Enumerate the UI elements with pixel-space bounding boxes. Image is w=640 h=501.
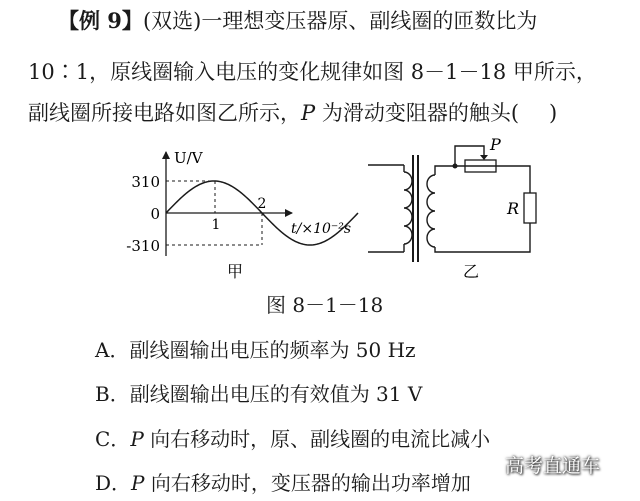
x-tick-2: 2 (257, 196, 267, 212)
answer-paren-close: ) (549, 101, 558, 125)
option-a[interactable] (95, 334, 416, 363)
watermark: 高考直通车 (505, 455, 601, 477)
junction-dot (453, 164, 458, 169)
option-d[interactable] (95, 467, 471, 496)
voltage-graph (126, 149, 358, 281)
secondary-top-wire (435, 166, 530, 193)
resistor-label: R (507, 199, 520, 218)
option-d-var: P (131, 471, 145, 495)
option-a-text: 副线圈输出电压的频率为 50 Hz (129, 338, 416, 362)
figure-caption: 图 8－1－18 (266, 293, 384, 317)
option-b-text: 副线圈输出电压的有效值为 31 V (129, 382, 423, 406)
x-axis-label: t/×10⁻²s (291, 221, 352, 237)
secondary-bottom-wire (435, 223, 530, 252)
secondary-coil (427, 175, 435, 247)
option-d-text: 向右移动时，变压器的输出功率增加 (144, 471, 471, 495)
y-axis-label: U/V (174, 149, 203, 167)
option-c-var: P (130, 427, 144, 451)
y-tick-0: 0 (150, 205, 160, 223)
question-line-2: 10∶1，原线圈输入电压的变化规律如图 8－1－18 甲所示， (28, 60, 597, 84)
option-c-text: 向右移动时，原、副线圈的电流比减小 (143, 427, 491, 451)
slider-label: P (490, 135, 501, 154)
left-figure-label: 甲 (226, 262, 244, 281)
question-text-1: (双选)一理想变压器原、副线圈的匝数比为 (142, 9, 538, 33)
option-c[interactable] (95, 423, 490, 452)
option-d-letter: D． (95, 471, 132, 495)
resistor-r (524, 193, 536, 223)
primary-coil (404, 172, 412, 244)
question-text-3: 副线圈所接电路如图乙所示， (28, 101, 301, 125)
right-figure-label: 乙 (462, 262, 480, 281)
slider-wire (455, 146, 484, 166)
option-b[interactable] (95, 378, 422, 407)
option-a-letter: A． (95, 338, 130, 362)
x-tick-1: 1 (211, 217, 221, 233)
y-tick-neg310: -310 (126, 237, 160, 255)
y-tick-310: 310 (131, 173, 160, 191)
question-text-3b: 为滑动变阻器的触头( (315, 101, 520, 125)
example-tag: 【例 9】 (58, 8, 143, 33)
slider-variable: P (301, 101, 316, 125)
option-c-letter: C． (95, 427, 131, 451)
option-b-letter: B． (95, 382, 130, 406)
slider-arrow (480, 155, 488, 160)
